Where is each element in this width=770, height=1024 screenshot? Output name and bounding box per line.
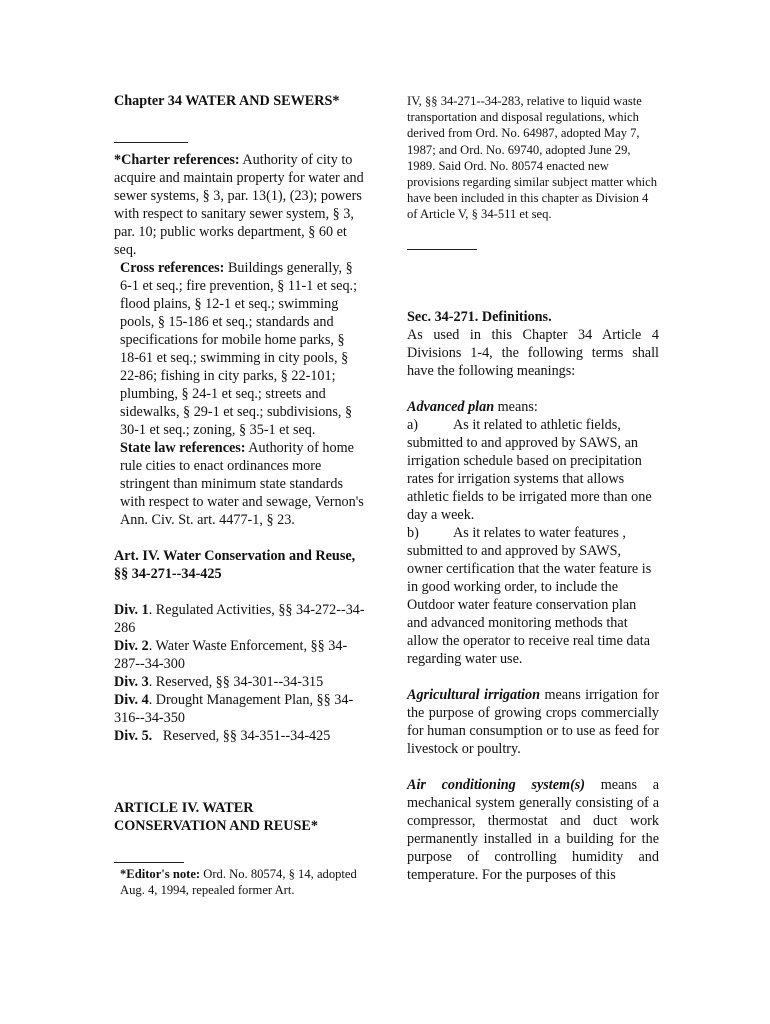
division-list [114,601,366,745]
footnote-rule [407,249,477,250]
editors-note [114,866,366,898]
charter-references-text: Authority of city to acquire and maintain property for water and sewer systems, § 3, par. 13(1), (23); powers with respect to sanitary sewer system, § 3, par. 10; public works department, § 60 et seq. [114,152,364,258]
definition-item-a [407,416,659,524]
division-text: Reserved, §§ 34-351--34-425 [152,728,331,744]
cross-references [114,259,366,439]
chapter-title: Chapter 34 WATER AND SEWERS* [114,93,340,109]
state-law-references-text: Authority of home rule cities to enact ordinances more stringent than minimum state standards with respect to water and sewage, Vernon's Ann. Civ. St. art. 4477-1, § 23. [120,440,364,528]
division-item [114,691,366,727]
division-label: Div. 4 [114,692,149,708]
section-intro: As used in this Chapter 34 Article 4 Divisions 1-4, the following terms shall have the following meanings: [407,326,659,379]
charter-references [114,151,366,259]
cross-references-heading: Cross references: [120,260,225,276]
article-heading: Art. IV. Water Conservation and Reuse, §§ 34-271--34-425 [114,548,356,582]
definition-text: means irrigation for the purpose of growing crops commercially for human consumption or to use as feed for livestock or poultry. [407,686,659,757]
state-law-references-heading: State law references: [120,440,246,456]
definition-agricultural-irrigation [407,686,659,758]
division-label: Div. 2 [114,638,149,654]
editors-note-text: Ord. No. 80574, § 14, adopted Aug. 4, 1994, repealed former Art. [120,867,357,898]
footnote-rule [114,862,184,863]
definition-text: means: [494,398,538,415]
editors-note-heading: *Editor's note: [120,867,201,881]
definition-text: means a mechanical system generally consisting of a compressor, thermostat and duct work permanently installed in a building for the purpose of controlling humidity and temperature. For the purposes of this [407,776,660,883]
article-title: ARTICLE IV. WATER CONSERVATION AND REUSE* [114,800,318,834]
item-text: As it related to athletic fields, submitted to and approved by SAWS, an irrigation schedule based on precipitation rates for irrigation systems that allows athletic fields to be irrigated more than one day a week. [407,416,652,523]
definition-item-b [407,524,659,668]
division-item [114,637,366,673]
division-text: . Regulated Activities, §§ 34-272--34-286 [114,602,365,636]
division-label: Div. 1 [114,602,149,618]
editors-note-continued: IV, §§ 34-271--34-283, relative to liquid waste transportation and disposal regulations, which derived from Ord. No. 64987, adopted May 7, 1987; and Ord. No. 69740, adopted June 29, 1989. Said Ord. No. 80574 enacted new provisions regarding similar subject matter which have been included in this chapter as Division 4 of Article V, § 34-511 et seq. [407,94,658,222]
right-column [407,92,659,884]
definition-advanced-plan [407,398,659,416]
charter-references-heading: *Charter references: [114,152,240,168]
division-label: Div. 5. [114,728,153,744]
defined-term: Air conditioning system(s) [407,776,586,793]
division-item [114,673,366,691]
cross-references-text: Buildings generally, § 6-1 et seq.; fire prevention, § 11-1 et seq.; flood plains, § 12-1 et seq.; swimming pools, § 15-186 et seq.; standards and specifications for mobile home parks, § 18-61 et seq.; swimming in city pools, § 22-86; fishing in city parks, § 22-101; plumbing, § 24-1 et seq.; streets and sidewalks, § 29-1 et seq.; subdivisions, § 30-1 et seq.; zoning, § 35-1 et seq. [120,260,358,438]
division-item [114,601,366,637]
division-text: . Drought Management Plan, §§ 34-316--34-350 [114,692,354,726]
definition-air-conditioning [407,776,659,884]
item-text: As it relates to water features , submitted to and approved by SAWS, owner certification that the water feature is in good working order, to include the Outdoor water feature conservation plan and advanced monitoring methods that allow the operator to receive real time data regarding water use. [407,524,652,667]
item-label: a) [407,416,419,433]
section-heading: Sec. 34-271. Definitions. [407,308,552,325]
left-column [114,92,366,898]
division-label: Div. 3 [114,674,149,690]
defined-term: Agricultural irrigation [407,686,540,703]
defined-term: Advanced plan [407,398,495,415]
division-item [114,727,366,745]
state-law-references [114,439,366,529]
division-text: . Reserved, §§ 34-301--34-315 [148,674,324,690]
item-label: b) [407,524,419,541]
footnote-rule [114,142,188,143]
division-text: . Water Waste Enforcement, §§ 34-287--34-300 [114,638,348,672]
